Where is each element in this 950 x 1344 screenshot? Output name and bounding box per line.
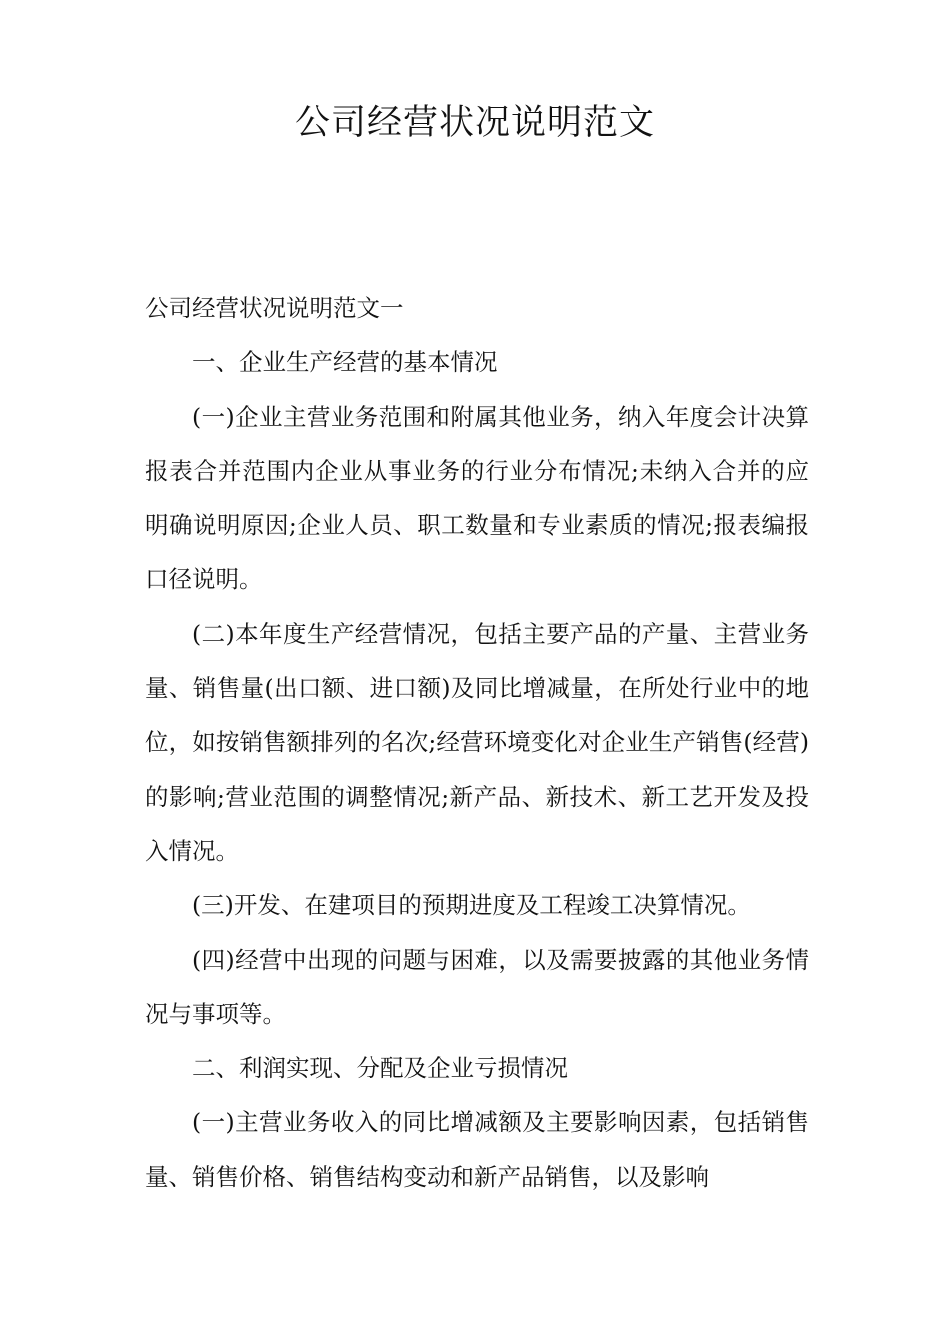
section-heading-2: 二、利润实现、分配及企业亏损情况 xyxy=(192,1054,568,1083)
paragraph-1-2: (二)本年度生产经营情况，包括主要产品的产量、主营业务量、销售量(出口额、进口额)及同比增减量，在所处行业中的地位，如按销售额排列的名次;经营环境变化对企业生产销售(经营)的影响;营业范围的调整情况;新产品、新技术、新工艺开发及投入情况。 xyxy=(145,619,809,865)
document-title: 公司经营状况说明范文 xyxy=(294,103,655,143)
document-subtitle: 公司经营状况说明范文一 xyxy=(145,294,404,322)
section-heading-1: 一、企业生产经营的基本情况 xyxy=(192,348,498,377)
document-body xyxy=(145,281,809,1204)
paragraph-1-4: (四)经营中出现的问题与困难，以及需要披露的其他业务情况与事项等。 xyxy=(145,945,809,1028)
paragraph-1-1: (一)企业主营业务范围和附属其他业务，纳入年度会计决算报表合并范围内企业从事业务的行业分布情况;未纳入合并的应明确说明原因;企业人员、职工数量和专业素质的情况;报表编报口径说明。 xyxy=(145,402,809,594)
paragraph-1-3: (三)开发、在建项目的预期进度及工程竣工决算情况。 xyxy=(192,891,751,920)
paragraph-2-1: (一)主营业务收入的同比增减额及主要影响因素，包括销售量、销售价格、销售结构变动和新产品销售，以及影响 xyxy=(145,1108,809,1191)
